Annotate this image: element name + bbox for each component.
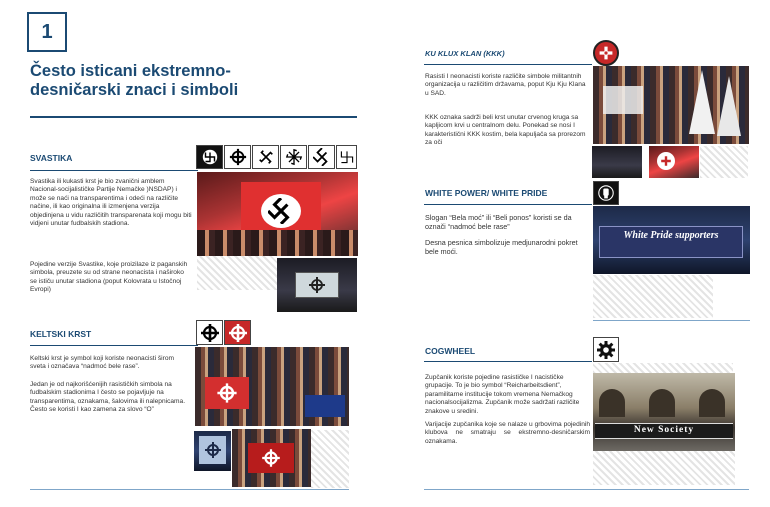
- kkk-paragraph-1: Rasisti I neonacisti koriste različite simbole militantnih organizacija u različitim državama, poput Kju Kju Klana u SAD.: [425, 73, 586, 97]
- svastika-paragraph-2: Pojedine verzije Svastike, koje proizilaze iz paganskih simbola, preuzete su od strane neonacista i naširoko se ističu unutar stadiona (poput Kolovrata u Istočnoj Evropi): [30, 261, 188, 294]
- section-heading-cogwheel: COGWHEEL: [425, 346, 476, 356]
- image-placeholder: [593, 451, 735, 485]
- section-rule: [424, 204, 592, 205]
- celtic-banner-photo: [277, 258, 357, 312]
- kkk-banner-photo: [649, 146, 699, 178]
- white-pride-banner-text: White Pride supporters: [623, 230, 719, 241]
- section-heading-keltski-krst: KELTSKI KRST: [30, 329, 92, 339]
- section-rule: [30, 170, 198, 171]
- page-bottom-rule: [30, 489, 349, 490]
- kkk-small-photo: [592, 146, 642, 178]
- swastika-outline-icon: [336, 145, 357, 169]
- new-society-banner-text: New Society: [633, 425, 695, 435]
- celtic-banner-crowd-photo: [232, 429, 311, 487]
- kkk-paragraph-2: KKK oznaka sadrži beli krst unutar crvenog kruga sa kapljicom krvi u centralnom delu. Ponekad se nosi I karakteristični KKK kostim, bela kapuljača sa prorezom za oči: [425, 114, 586, 147]
- kkk-cross-icon: [593, 40, 619, 66]
- celtic-cross-icon: [196, 320, 223, 345]
- section-rule: [424, 361, 592, 362]
- svastika-paragraph-1: Svastika ili kukasti krst je bio zvanični amblem Nacional-socijalističke Partije Nemačke )NSDAP) i može se naći na transparentima i odeći na različite načine, ili kao originalna ili izmenjena verzija objedinjena u vidu različitih transparenata koji mogu biti vidjeni unutar fudbalskih stadiona.: [30, 178, 192, 228]
- white-power-paragraph-1: Slogan “Bela moć” ili “Beli ponos” koristi se da označi “nadmoć bele rase”: [425, 213, 572, 232]
- keltski-paragraph-1: Keltski krst je symbol koji koriste neonacisti širom sveta i označava “nadmoć bele rase”.: [30, 355, 175, 371]
- new-society-banner-photo: [593, 373, 735, 451]
- section-rule: [30, 345, 198, 346]
- section-heading-svastika: SVASTIKA: [30, 153, 73, 163]
- cogwheel-paragraph-2: Varijacije zupčanika koje se nalaze u grbovima pojedinih klubova ne smatraju se ekstremno-desničarskim oznakama.: [425, 421, 590, 445]
- image-placeholder: [311, 430, 349, 488]
- swastika-icon: [308, 145, 335, 169]
- section-heading-white-power: WHITE POWER/ WHITE PRIDE: [425, 188, 548, 198]
- image-placeholder: [197, 256, 277, 290]
- page-bottom-rule: [424, 489, 749, 490]
- kkk-crowd-photo: [593, 66, 749, 144]
- cogwheel-icon: [593, 337, 619, 362]
- celtic-cross-icon: [224, 145, 251, 169]
- image-placeholder: [593, 275, 713, 318]
- swastika-flag-photo: [197, 172, 358, 256]
- page-number: 1: [27, 12, 67, 52]
- celtic-sticker-photo: [194, 431, 231, 471]
- image-placeholder: [700, 146, 748, 178]
- image-placeholder: [593, 363, 733, 373]
- celtic-cross-red-icon: [224, 320, 251, 345]
- keltski-paragraph-2: Jedan je od najkorišćenijih rasističkih simbola na fudbalskim stadionima I često se pojavljuje na transparentima, oznakama, šalovima ili nalepnicama. Često se koristi I kao zamena za slovo “O”: [30, 381, 186, 414]
- white-pride-banner-photo: [593, 206, 750, 274]
- section-divider: [593, 320, 750, 321]
- swastika-circle-icon: [196, 145, 223, 169]
- sun-wheel-icon: [280, 145, 307, 169]
- white-power-paragraph-2: Desna pesnica simbolizuje medjunarodni pokret bele moći.: [425, 238, 578, 257]
- section-heading-kkk: KU KLUX KLAN (KKK): [425, 49, 505, 58]
- section-rule: [424, 64, 592, 65]
- title-rule: [30, 116, 357, 118]
- cogwheel-paragraph-1: Zupčanik koriste pojedine rasističke I nacističke grupacije. To je bio symbol “Reicharbeitsdient”, paramilitarne institucije tokom vremena Nemačkog nacionalsocijalizma. Zupčanik može sadržati različite znakove u sredini.: [425, 374, 580, 415]
- page-title: Često isticani ekstremno-desničarski znaci i simboli: [30, 62, 239, 99]
- celtic-cross-crowd-photo: [195, 347, 349, 426]
- white-power-fist-icon: [593, 181, 619, 205]
- kolovrat-icon: [252, 145, 279, 169]
